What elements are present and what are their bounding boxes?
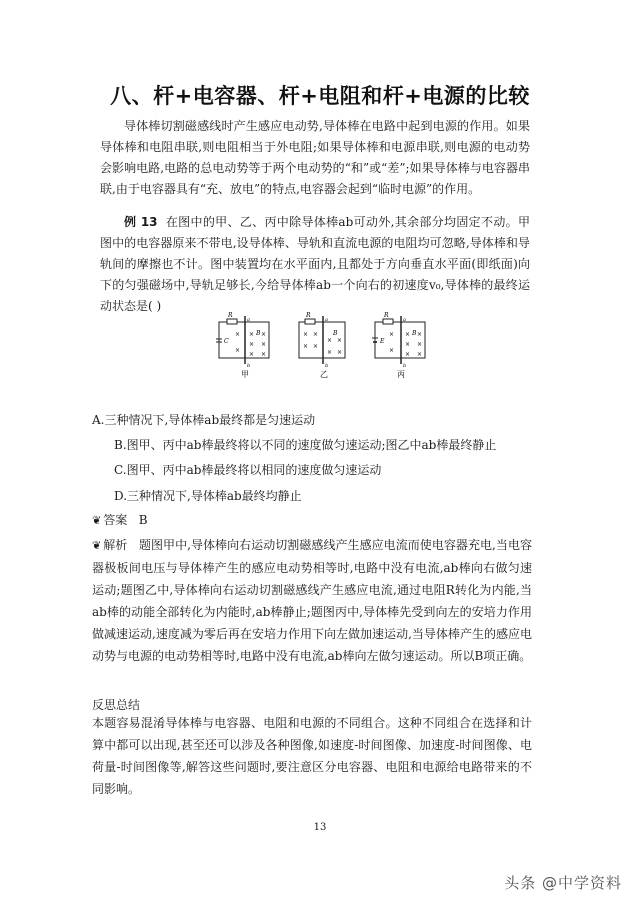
field-x: × [313, 331, 319, 338]
label-b: b [403, 363, 407, 369]
field-x: × [327, 337, 333, 344]
section-title: 八、杆+电容器、杆+电阻和杆+电源的比较 [110, 84, 530, 108]
label-a: a [247, 317, 250, 323]
watermark: 头条 @中学资料 [504, 874, 622, 892]
figure-yi [299, 312, 345, 379]
field-x: × [235, 347, 241, 354]
field-x: × [261, 351, 267, 358]
field-x: × [249, 341, 255, 348]
field-x: × [405, 331, 411, 338]
answer-value: B [138, 513, 148, 527]
example-paragraph [100, 212, 530, 317]
option-d: D.三种情况下,导体棒ab最终均静止 [114, 489, 302, 503]
label-b: b [325, 363, 329, 369]
circuit-figures [215, 312, 435, 380]
field-x: × [405, 341, 411, 348]
field-x: × [405, 351, 411, 358]
summary-paragraph: 本题容易混淆导体棒与电容器、电阻和电源的不同组合。这种不同组合在选择和计算中都可以出现,甚至还可以涉及各种图像,如速度-时间图像、加速度-时间图像、电荷量-时间图像等,解答这些问题时,要注意区分电容器、电阻和电源给电路带来的不同影响。 [92, 716, 532, 796]
label-a: a [403, 317, 406, 323]
figure-label-bing: 丙 [397, 370, 405, 379]
option-a: A.三种情况下,导体棒ab最终都是匀速运动 [92, 413, 316, 427]
label-B: B [333, 330, 338, 337]
label-E: E [380, 338, 385, 345]
field-x: × [303, 331, 309, 338]
field-x: × [417, 331, 423, 338]
page-number: 13 [313, 822, 327, 833]
field-x: × [389, 347, 395, 354]
field-x: × [261, 341, 267, 348]
answer-label: 答案 [103, 513, 128, 527]
answer-line [92, 511, 148, 530]
field-x: × [417, 351, 423, 358]
answer-marker-icon: ❦ [92, 514, 102, 527]
field-x: × [303, 343, 309, 350]
circuit-diagrams [215, 312, 435, 380]
label-a: a [325, 317, 328, 323]
label-R: R [306, 312, 311, 319]
label-B: B [256, 330, 261, 337]
field-x: × [389, 331, 395, 338]
label-C: C [224, 338, 229, 345]
figure-label-yi: 乙 [320, 370, 328, 379]
option-b: B.图甲、丙中ab棒最终将以不同的速度做匀速运动;图乙中ab棒最终静止 [114, 438, 497, 452]
label-b: b [247, 363, 251, 369]
figure-jia [216, 312, 269, 379]
label-R: R [228, 312, 233, 319]
field-x: × [235, 331, 241, 338]
example-text: 在图中的甲、乙、丙中除导体棒ab可动外,其余部分均固定不动。甲图中的电容器原来不带电,设导体棒、导轨和直流电源的电阻均可忽略,导体棒和导轨间的摩擦也不计。图中装置均在水平面内,且都处于方向垂直水平面(即纸面)向下的匀强磁场中,导轨足够长,今给导体棒ab一个向右的初速度v₀,导体棒的最终运动状态是( ) [100, 215, 530, 313]
field-x: × [249, 331, 255, 338]
field-x: × [337, 337, 343, 344]
option-c: C.图甲、丙中ab棒最终将以相同的速度做匀速运动 [114, 463, 382, 477]
field-x: × [337, 349, 343, 356]
field-x: × [313, 343, 319, 350]
field-x: × [249, 351, 255, 358]
figure-bing [372, 312, 425, 379]
analysis-paragraph [92, 534, 532, 667]
summary-title: 反思总结 [92, 698, 141, 712]
label-R: R [384, 312, 389, 319]
field-x: × [327, 349, 333, 356]
analysis-label: 解析 [103, 538, 128, 552]
analysis-marker-icon: ❦ [92, 539, 102, 552]
field-x: × [261, 331, 267, 338]
analysis-text: 题图甲中,导体棒向右运动切割磁感线产生感应电流而使电容器充电,当电容器极板间电压与导体棒产生的感应电动势相等时,电路中没有电流,ab棒向右做匀速运动;题图乙中,导体棒向右运动切割磁感线产生感应电流,通过电阻R转化为内能,当ab棒的动能全部转化为内能时,ab棒静止;题图丙中,导体棒先受到向左的安培力作用做减速运动,速度减为零后再在安培力作用下向左做加速运动,当导体棒产生的感应电动势与电源的电动势相等时,电路中没有电流,ab棒向左做匀速运动。所以B项正确。 [92, 538, 532, 663]
example-label: 例 13 [124, 215, 158, 229]
field-x: × [417, 341, 423, 348]
intro-paragraph: 导体棒切割磁感线时产生感应电动势,导体棒在电路中起到电源的作用。如果导体棒和电阻串联,则电阻相当于外电阻;如果导体棒和电源串联,则电源的电动势会影响电路,电路的总电动势等于两个电动势的“和”或“差”;如果导体棒与电容器串联,由于电容器具有“充、放电”的特点,电容器会起到“临时电源”的作用。 [100, 119, 530, 196]
label-B: B [412, 330, 417, 337]
figure-label-jia: 甲 [241, 370, 249, 379]
